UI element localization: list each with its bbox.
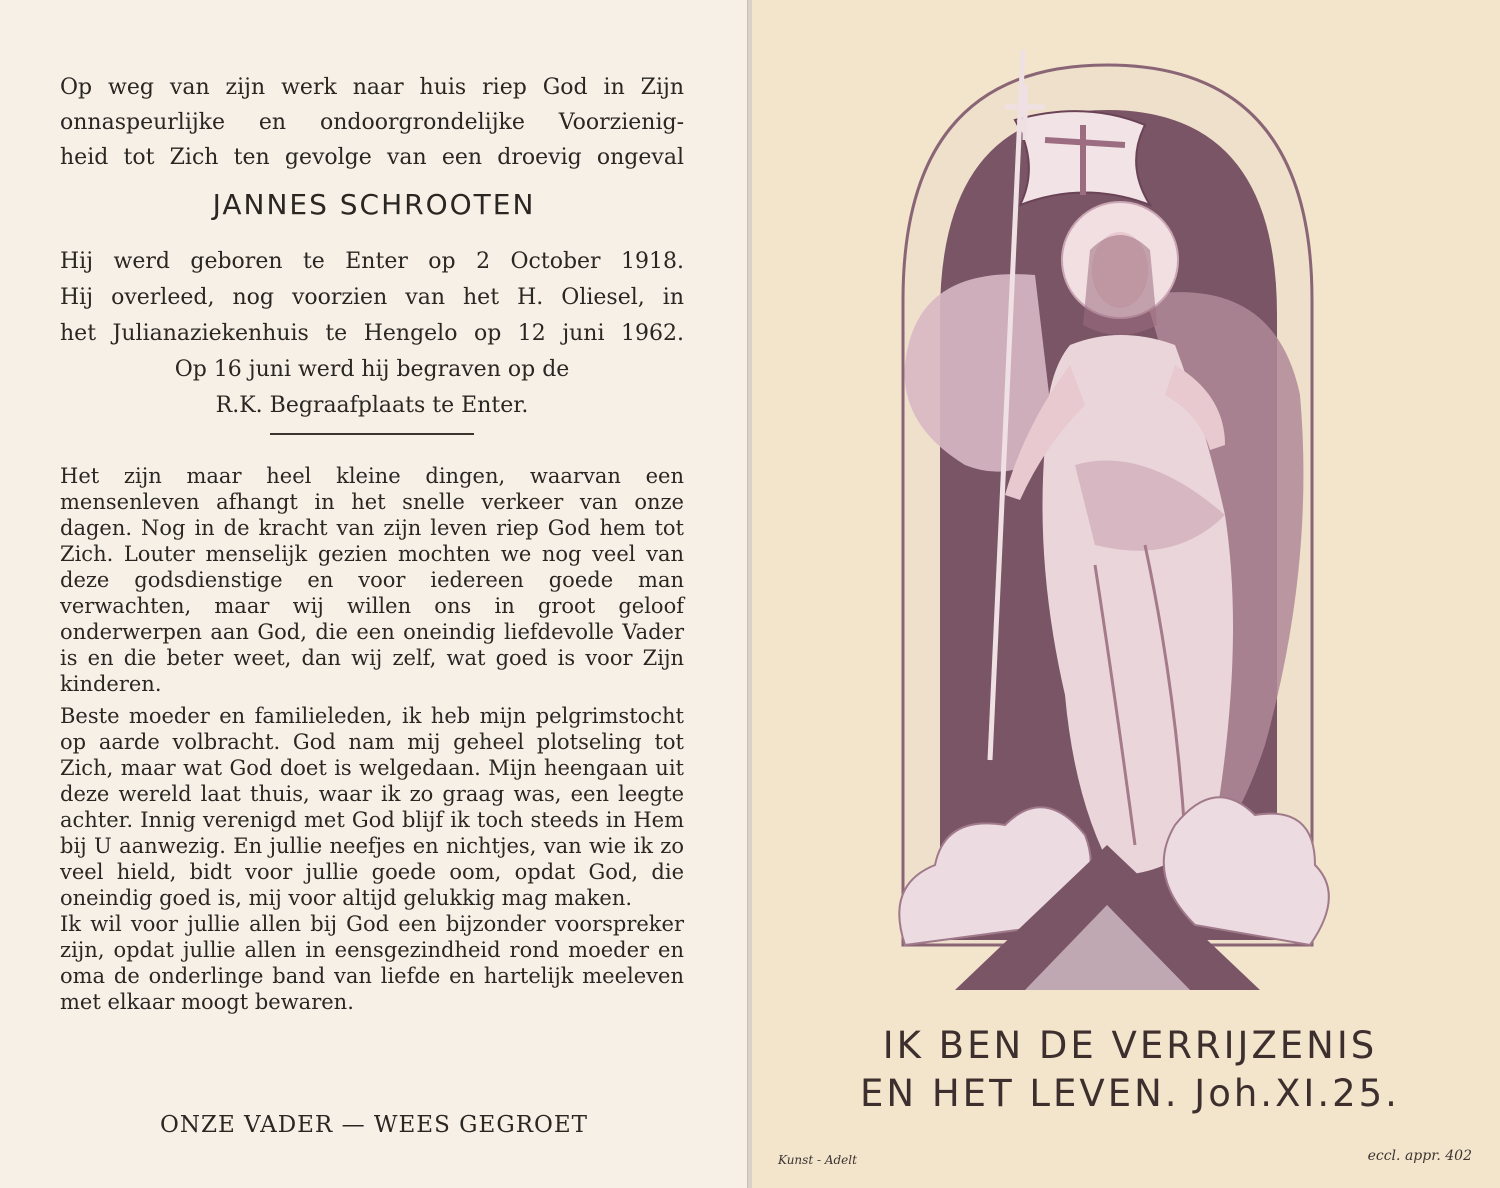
life-facts bbox=[60, 244, 684, 424]
intro-line: Op weg van zijn werk naar huis riep God in Zijn bbox=[60, 75, 684, 100]
cemetery-line: R.K. Begraafplaats te Enter. bbox=[215, 393, 529, 418]
divider-rule bbox=[270, 433, 474, 435]
publisher-mark: Kunst - Adelt bbox=[778, 1153, 857, 1167]
intro-text bbox=[60, 70, 684, 175]
risen-christ-illustration bbox=[845, 45, 1370, 995]
prayer-line: ONZE VADER — WEES GEGROET bbox=[159, 1112, 589, 1138]
paragraph: Het zijn maar heel kleine dingen, waarvan een mensenleven afhangt in het snelle verkeer van onze dagen. Nog in de kracht van zijn leven riep God hem tot Zich. Louter menselijk gezien mochten we nog veel van deze godsdienstige en voor iedereen goede man verwachten, maar wij willen ons in groot geloof onderwerpen aan God, die een oneindig liefdevolle Vader is en die beter weet, dan wij zelf, wat goed is voor Zijn kinderen. bbox=[60, 464, 684, 696]
bible-quote bbox=[800, 1022, 1460, 1118]
memorial-text bbox=[60, 463, 684, 1015]
deceased-name: JANNES SCHROOTEN bbox=[212, 188, 536, 221]
memorial-card-text-side bbox=[0, 0, 748, 1188]
intro-line: onnaspeurlijke en ondoorgrondelijke Voorzienig- bbox=[60, 110, 684, 135]
intro-line: heid tot Zich ten gevolge van een droevig ongeval bbox=[60, 145, 684, 170]
paragraph: Beste moeder en familieleden, ik heb mijn pelgrimstocht op aarde volbracht. God nam mij geheel plotseling tot Zich, maar wat God doet is welgedaan. Mijn heengaan uit deze wereld laat thuis, waar ik zo graag was, een leegte achter. Innig verenigd met God blijf ik toch steeds in Hem bij U aanwezig. En jullie neefjes en nichtjes, van wie ik zo veel hield, bidt voor jullie goede oom, opdat God, die oneindig goed is, mij voor altijd gelukkig mag maken. bbox=[60, 704, 684, 910]
death-line: Hij overleed, nog voorzien van het H. Oliesel, in bbox=[60, 285, 684, 310]
burial-line: Op 16 juni werd hij begraven op de bbox=[174, 357, 570, 382]
approval-number: eccl. appr. 402 bbox=[1367, 1148, 1472, 1164]
paragraph: Ik wil voor jullie allen bij God een bijzonder voorspreker zijn, opdat jullie allen in eensgezindheid rond moeder en oma de onderlinge band van liefde en hartelijk meeleven met elkaar moogt bewaren. bbox=[60, 912, 684, 1014]
death-place-line: het Julianaziekenhuis te Hengelo op 12 juni 1962. bbox=[60, 321, 684, 346]
quote-line: EN HET LEVEN. Joh.XI.25. bbox=[860, 1072, 1400, 1115]
birth-line: Hij werd geboren te Enter op 2 October 1918. bbox=[60, 249, 684, 274]
quote-line: IK BEN DE VERRIJZENIS bbox=[882, 1024, 1378, 1067]
